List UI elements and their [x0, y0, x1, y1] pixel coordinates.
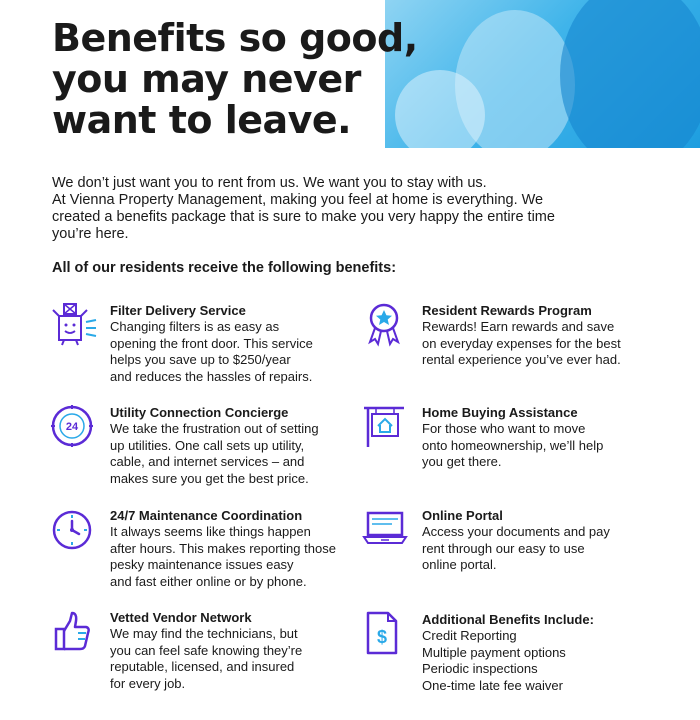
- filter-delivery-box-icon: [50, 302, 94, 346]
- benefit-online-portal: [422, 507, 682, 574]
- benefit-title: 24/7 Maintenance Coordination: [110, 508, 303, 523]
- benefit-desc-line: One-time late fee waiver: [422, 677, 563, 693]
- intro-line: created a benefits package that is sure to make you very happy the entire time: [52, 209, 555, 225]
- benefit-utility-connection: [65, 404, 370, 487]
- dollar-document-icon: [362, 611, 406, 655]
- benefit-description: [422, 628, 682, 694]
- benefit-vetted-vendor: [110, 609, 370, 692]
- benefit-desc-line: Multiple payment options: [422, 644, 566, 660]
- 24-hour-clock-icon: [50, 404, 94, 448]
- headline-line: you may never: [52, 57, 361, 101]
- benefit-desc-line: Rewards! Earn rewards and save: [422, 319, 615, 334]
- benefit-title: Resident Rewards Program: [422, 303, 592, 318]
- benefit-description: [110, 626, 370, 692]
- benefit-desc-line: you can feel safe knowing they’re: [110, 642, 303, 658]
- benefit-desc-line: up utilities. One call sets up utility,: [110, 437, 305, 453]
- clock-24-label: 24: [65, 421, 79, 433]
- benefit-resident-rewards: [422, 302, 682, 369]
- stopwatch-icon: [50, 507, 94, 551]
- benefit-desc-line: We take the frustration out of setting: [110, 421, 319, 436]
- benefit-desc-line: and fast either online or by phone.: [110, 573, 307, 589]
- benefit-description: [110, 421, 370, 487]
- benefit-title: Additional Benefits Include:: [422, 612, 594, 627]
- benefit-desc-line: reputable, licensed, and insured: [110, 659, 295, 674]
- benefit-desc-line: makes sure you get the best price.: [110, 470, 309, 486]
- dollar-sign-label: $: [376, 627, 388, 647]
- intro-paragraph: [52, 175, 652, 243]
- benefit-title: Utility Connection Concierge: [110, 405, 289, 420]
- benefit-desc-line: Credit Reporting: [422, 628, 517, 643]
- benefit-desc-line: and reduces the hassles of repairs.: [110, 368, 313, 384]
- headline-line: Benefits so good,: [52, 16, 418, 60]
- benefit-title: Vetted Vendor Network: [110, 610, 252, 625]
- benefit-desc-line: rent through our easy to use: [422, 540, 585, 556]
- benefit-desc-line: online portal.: [422, 557, 497, 572]
- benefit-desc-line: pesky maintenance issues easy: [110, 557, 294, 572]
- benefit-title: Online Portal: [422, 508, 503, 523]
- benefit-description: [110, 319, 370, 385]
- benefit-desc-line: for every job.: [110, 675, 186, 691]
- benefit-desc-line: rental experience you’ve ever had.: [422, 352, 621, 367]
- benefit-desc-line: on everyday expenses for the best: [422, 335, 621, 351]
- house-sign-icon: [362, 404, 406, 448]
- laptop-icon: [362, 507, 406, 551]
- headline-line: want to leave.: [52, 98, 352, 142]
- benefit-description: [422, 421, 682, 471]
- benefit-desc-line: We may find the technicians, but: [110, 626, 298, 641]
- benefit-desc-line: helps you save up to $250/year: [110, 352, 291, 367]
- benefit-desc-line: after hours. This makes reporting those: [110, 540, 336, 556]
- page-headline: [52, 18, 418, 141]
- intro-line: We don’t just want you to rent from us. We want you to stay with us.: [52, 175, 487, 191]
- benefit-desc-line: Changing filters is as easy as: [110, 319, 280, 334]
- benefit-desc-line: onto homeownership, we’ll help: [422, 437, 604, 453]
- benefit-title: Filter Delivery Service: [110, 303, 246, 318]
- benefit-description: [422, 319, 682, 369]
- intro-line: At Vienna Property Management, making you feel at home is everything. We: [52, 192, 544, 208]
- benefit-maintenance-coordination: [110, 507, 370, 590]
- benefit-title: Home Buying Assistance: [422, 405, 578, 420]
- benefit-desc-line: It always seems like things happen: [110, 524, 311, 539]
- intro-line: you’re here.: [52, 226, 129, 242]
- benefit-description: [422, 524, 682, 574]
- benefit-desc-line: you get there.: [422, 454, 502, 469]
- benefit-desc-line: cable, and internet services – and: [110, 454, 305, 469]
- thumbs-up-icon: [50, 609, 94, 653]
- award-ribbon-icon: [362, 302, 406, 346]
- benefit-desc-line: Periodic inspections: [422, 661, 538, 676]
- benefit-home-buying: [422, 404, 682, 471]
- benefit-additional-benefits: [376, 611, 682, 694]
- benefit-desc-line: For those who want to move: [422, 421, 586, 436]
- benefit-desc-line: Access your documents and pay: [422, 524, 610, 539]
- hero-photo: [385, 0, 700, 148]
- benefits-lead-in: All of our residents receive the following benefits:: [52, 260, 397, 276]
- benefit-desc-line: opening the front door. This service: [110, 335, 313, 351]
- benefit-description: [110, 524, 370, 590]
- benefit-filter-delivery: [110, 302, 370, 385]
